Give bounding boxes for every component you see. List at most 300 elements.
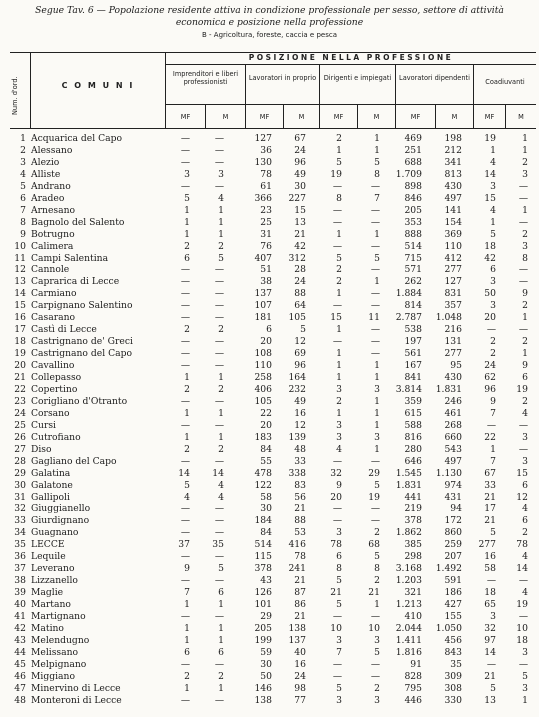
table-row [10,468,536,480]
table-row [10,480,536,492]
cell-value: 341 [444,156,462,168]
row-number: 48 [14,694,26,706]
comune-name: Cavallino [31,360,75,372]
row-number: 31 [14,491,26,503]
cell-value: 412 [444,252,462,264]
table-row [10,611,536,623]
cell-value: 430 [444,372,462,383]
cell-value: 32 [330,467,342,479]
comune-name: Casarano [31,312,76,324]
cell-value: 48 [294,443,306,455]
cell-value: 846 [404,192,422,204]
cell-value: 1 [374,360,380,372]
cell-value: 9 [522,288,528,300]
row-number: 38 [14,575,26,587]
group-header-imprenditori: Imprenditori e liberi professionisti [172,70,239,86]
cell-value: 5 [184,479,190,491]
cell-value: 1 [522,133,528,144]
cell-value: 137 [288,634,306,646]
cell-value: 514 [254,539,272,551]
cell-value: 1 [218,682,224,694]
cell-value: 51 [260,264,272,276]
cell-value: 1 [184,228,190,240]
row-number: 12 [14,264,26,276]
table-row [10,312,536,324]
cell-value: 14 [516,563,528,575]
cell-value: 795 [404,682,422,694]
cell-value: 3 [184,168,190,180]
row-number: 3 [20,156,26,168]
table-row [10,659,536,671]
cell-value: 23 [260,204,272,216]
cell-value: 3 [490,300,496,312]
cell-value: 24 [294,276,306,288]
cell-value: 56 [294,491,306,503]
cell-value: 385 [404,539,422,551]
cell-value: — [214,395,224,407]
cell-value: 207 [444,551,462,563]
cell-value: 115 [254,551,272,563]
cell-value: — [518,216,528,228]
cell-value: — [214,264,224,276]
cell-value: 1 [522,348,528,360]
cell-value: — [180,455,190,467]
cell-value: 1 [336,324,342,336]
cell-value: 1.816 [395,646,422,658]
cell-value: — [180,658,190,670]
cell-value: 1 [218,599,224,611]
cell-value: 1 [374,144,380,156]
cell-value: 105 [288,312,306,324]
cell-value: 127 [254,133,272,144]
cell-value: 1 [336,144,342,156]
table-row [10,408,536,420]
cell-value: — [332,670,342,682]
cell-value: 19 [484,133,496,144]
cell-value: 24 [294,670,306,682]
cell-value: — [214,658,224,670]
subheader-mf: MF [259,113,270,121]
cell-value: 5 [336,156,342,168]
cell-value: 406 [254,383,272,395]
comune-name: Carmiano [31,288,77,300]
subheader-mf: MF [410,113,421,121]
cell-value: — [180,300,190,312]
cell-value: — [518,192,528,204]
cell-value: 21 [294,228,306,240]
cell-value: 251 [404,144,422,156]
comune-name: Minervino di Lecce [31,682,121,694]
cell-value: 78 [294,551,306,563]
cell-value: 1 [218,216,224,228]
cell-value: 357 [444,300,462,312]
row-number: 7 [20,204,26,216]
group-header-lavoratori-proprio: Lavoratori in proprio [248,74,317,82]
cell-value: 29 [260,611,272,622]
cell-value: — [370,611,380,622]
table-row [10,145,536,157]
cell-value: 816 [404,431,422,443]
comune-name: Miggiano [31,670,75,682]
cell-value: — [214,419,224,431]
cell-value: 21 [368,587,380,599]
cell-value: 1 [184,372,190,383]
cell-value: 715 [404,252,422,264]
cell-value: 841 [404,372,422,383]
cell-value: 227 [288,192,306,204]
cell-value: — [518,276,528,288]
cell-value: 441 [404,491,422,503]
cell-value: 3 [336,694,342,706]
cell-value: 33 [294,455,306,467]
cell-value: 1 [374,276,380,288]
cell-value: 277 [444,264,462,276]
cell-value: — [332,240,342,252]
row-number: 33 [14,515,26,527]
cell-value: — [180,515,190,527]
cell-value: 13 [294,216,306,228]
comune-name: Bagnolo del Salento [31,216,125,228]
cell-value: 1 [374,443,380,455]
cell-value: 831 [444,288,462,300]
table-row [10,264,536,276]
cell-value: 2 [522,527,528,539]
cell-value: 65 [484,599,496,611]
cell-value: 127 [444,276,462,288]
cell-value: 8 [522,252,528,264]
cell-value: 4 [522,407,528,419]
cell-value: 298 [404,551,422,563]
cell-value: — [370,658,380,670]
cell-value: 5 [336,252,342,264]
table-row [10,360,536,372]
cell-value: 366 [254,192,272,204]
cell-value: 1 [374,395,380,407]
comune-name: LECCE [31,539,65,551]
cell-value: 138 [254,694,272,706]
cell-value: 660 [444,431,462,443]
comune-name: Lequile [31,551,66,563]
cell-value: 1 [218,622,224,634]
cell-value: 1 [336,348,342,360]
cell-value: 21 [484,670,496,682]
cell-value: 5 [374,551,380,563]
cell-value: 22 [484,431,496,443]
cell-value: 1 [218,634,224,646]
cell-value: 843 [444,646,462,658]
cell-value: 1.411 [395,634,422,646]
comune-name: Guagnano [31,527,79,539]
cell-value: 378 [254,563,272,575]
row-number: 30 [14,479,26,491]
cell-value: 67 [294,133,306,144]
cell-value: — [180,156,190,168]
cell-value: 1 [490,216,496,228]
comune-name: Matino [31,622,64,634]
cell-value: 49 [294,395,306,407]
cell-value: 3 [336,419,342,431]
cell-value: 2 [218,670,224,682]
cell-value: 2 [184,670,190,682]
cell-value: 378 [404,515,422,527]
table-row [10,420,536,432]
cell-value: 2 [184,240,190,252]
cell-value: 205 [404,204,422,216]
cell-value: 1 [184,682,190,694]
cell-value: 43 [260,575,272,587]
row-number: 34 [14,527,26,539]
cell-value: 3 [490,180,496,192]
table-row [10,133,536,145]
cell-value: 6 [184,646,190,658]
cell-value: — [180,503,190,515]
cell-value: 55 [260,455,272,467]
row-number: 36 [14,551,26,563]
row-number: 40 [14,599,26,611]
cell-value: 88 [294,515,306,527]
cell-value: 19 [368,491,380,503]
cell-value: 21 [294,611,306,622]
cell-value: 199 [254,634,272,646]
cell-value: 309 [444,670,462,682]
row-number: 19 [14,348,26,360]
cell-value: 20 [260,419,272,431]
cell-value: 258 [254,372,272,383]
cell-value: 2 [374,575,380,587]
comune-name: Corsano [31,407,70,419]
cell-value: — [214,611,224,622]
cell-value: 58 [260,491,272,503]
cell-value: 262 [404,276,422,288]
cell-value: 14 [212,467,224,479]
cell-value: — [214,515,224,527]
row-number: 1 [20,133,26,144]
cell-value: 1 [218,228,224,240]
comune-name: Lizzanello [31,575,78,587]
cell-value: 11 [368,312,380,324]
comune-name: Diso [31,443,52,455]
cell-value: 78 [330,539,342,551]
cell-value: 10 [330,622,342,634]
cell-value: 78 [516,539,528,551]
table-row [10,432,536,444]
comune-name: Martano [31,599,71,611]
cell-value: — [180,276,190,288]
cell-value: 430 [444,180,462,192]
cell-value: 277 [478,539,496,551]
cell-value: — [180,133,190,144]
cell-value: 407 [254,252,272,264]
table-row [10,623,536,635]
cell-value: — [370,204,380,216]
cell-value: — [180,264,190,276]
cell-value: — [332,503,342,515]
cell-value: — [214,551,224,563]
cell-value: 3 [374,634,380,646]
row-number: 35 [14,539,26,551]
cell-value: — [518,443,528,455]
cell-value: — [180,180,190,192]
cell-value: — [180,575,190,587]
cell-value: 369 [444,228,462,240]
cell-value: — [214,312,224,324]
cell-value: — [370,670,380,682]
cell-value: 1 [184,407,190,419]
cell-value: 5 [490,228,496,240]
cell-value: 15 [516,467,528,479]
cell-value: 3 [522,682,528,694]
cell-value: 5 [336,599,342,611]
table-subtitle: B - Agricoltura, foreste, caccia e pesca [202,31,337,39]
row-number: 23 [14,395,26,407]
cell-value: 21 [484,515,496,527]
row-number: 22 [14,383,26,395]
cell-value: 469 [404,133,422,144]
table-row [10,444,536,456]
comune-name: Melpignano [31,658,87,670]
cell-value: 543 [444,443,462,455]
table-row [10,527,536,539]
cell-value: — [214,503,224,515]
cell-value: 2 [336,264,342,276]
cell-value: 139 [288,431,306,443]
cell-value: 4 [218,192,224,204]
cell-value: — [180,395,190,407]
cell-value: 241 [288,563,306,575]
cell-value: 7 [374,192,380,204]
cell-value: 14 [484,168,496,180]
cell-value: 4 [490,204,496,216]
table-row [10,372,536,384]
cell-value: — [332,611,342,622]
table-row [10,241,536,253]
cell-value: 21 [294,575,306,587]
cell-value: 2 [490,348,496,360]
cell-value: 62 [484,372,496,383]
row-number: 18 [14,336,26,348]
cell-value: 1 [522,204,528,216]
cell-value: 268 [444,419,462,431]
cell-value: 2.787 [395,312,422,324]
cell-value: — [370,288,380,300]
cell-value: 3 [522,240,528,252]
cell-value: 4 [522,551,528,563]
cell-value: 12 [294,419,306,431]
cell-value: 514 [404,240,422,252]
cell-value: 9 [184,563,190,575]
cell-value: 1 [374,407,380,419]
comune-name: Caprarica di Lecce [31,276,120,288]
cell-value: 94 [450,503,462,515]
cell-value: 69 [294,348,306,360]
cell-value: — [370,515,380,527]
table-row [10,671,536,683]
cell-value: 1 [336,228,342,240]
cell-value: 1.862 [395,527,422,539]
cell-value: 308 [444,682,462,694]
cell-value: 137 [254,288,272,300]
table-row [10,193,536,205]
cell-value: — [214,276,224,288]
cell-value: 3 [374,383,380,395]
cell-value: 8 [374,168,380,180]
cell-value: 9 [490,395,496,407]
table-row [10,181,536,193]
table-row [10,253,536,265]
cell-value: 13 [484,694,496,706]
comune-name: Leverano [31,563,75,575]
cell-value: — [518,575,528,587]
cell-value: 497 [444,455,462,467]
cell-value: 974 [444,479,462,491]
row-number: 24 [14,407,26,419]
cell-value: 898 [404,180,422,192]
cell-value: 246 [444,395,462,407]
cell-value: — [332,216,342,228]
cell-value: — [518,264,528,276]
cell-value: 3 [490,611,496,622]
cell-value: — [370,348,380,360]
cell-value: 8 [336,192,342,204]
cell-value: 3 [522,431,528,443]
row-number: 46 [14,670,26,682]
cell-value: 416 [288,539,306,551]
cell-value: 2.044 [395,622,422,634]
cell-value: — [486,324,496,336]
cell-value: — [180,611,190,622]
cell-value: 20 [330,491,342,503]
cell-value: 5 [490,527,496,539]
cell-value: 359 [404,395,422,407]
cell-value: 86 [294,599,306,611]
cell-value: — [518,611,528,622]
cell-value: 321 [404,587,422,599]
comune-name: Collepasso [31,372,82,383]
table-row [10,169,536,181]
comune-name: Corigliano d'Otranto [31,395,128,407]
table-row [10,647,536,659]
comune-name: Gagliano del Capo [31,455,117,467]
cell-value: 15 [484,192,496,204]
row-number: 8 [20,216,26,228]
table-row [10,539,536,551]
cell-value: 9 [336,479,342,491]
subheader-mf: MF [180,113,191,121]
cell-value: 5 [374,252,380,264]
cell-value: 538 [404,324,422,336]
cell-value: 2 [218,383,224,395]
group-header-lavoratori-dipendenti: Lavoratori dipendenti [399,74,470,82]
cell-value: 184 [254,515,272,527]
cell-value: 16 [294,407,306,419]
cell-value: 330 [444,694,462,706]
cell-value: 68 [368,539,380,551]
cell-value: 1 [522,312,528,324]
comune-name: Monteroni di Lecce [31,694,122,706]
comune-name: Aradeo [31,192,65,204]
table-row [10,551,536,563]
row-number: 27 [14,443,26,455]
row-number: 47 [14,682,26,694]
table-title-line2: economica e posizione nella professione [175,17,364,28]
table-row [10,217,536,229]
row-number: 6 [20,192,26,204]
row-number: 2 [20,144,26,156]
cell-value: — [370,240,380,252]
cell-value: 6 [184,252,190,264]
cell-value: 10 [368,622,380,634]
row-number: 20 [14,360,26,372]
